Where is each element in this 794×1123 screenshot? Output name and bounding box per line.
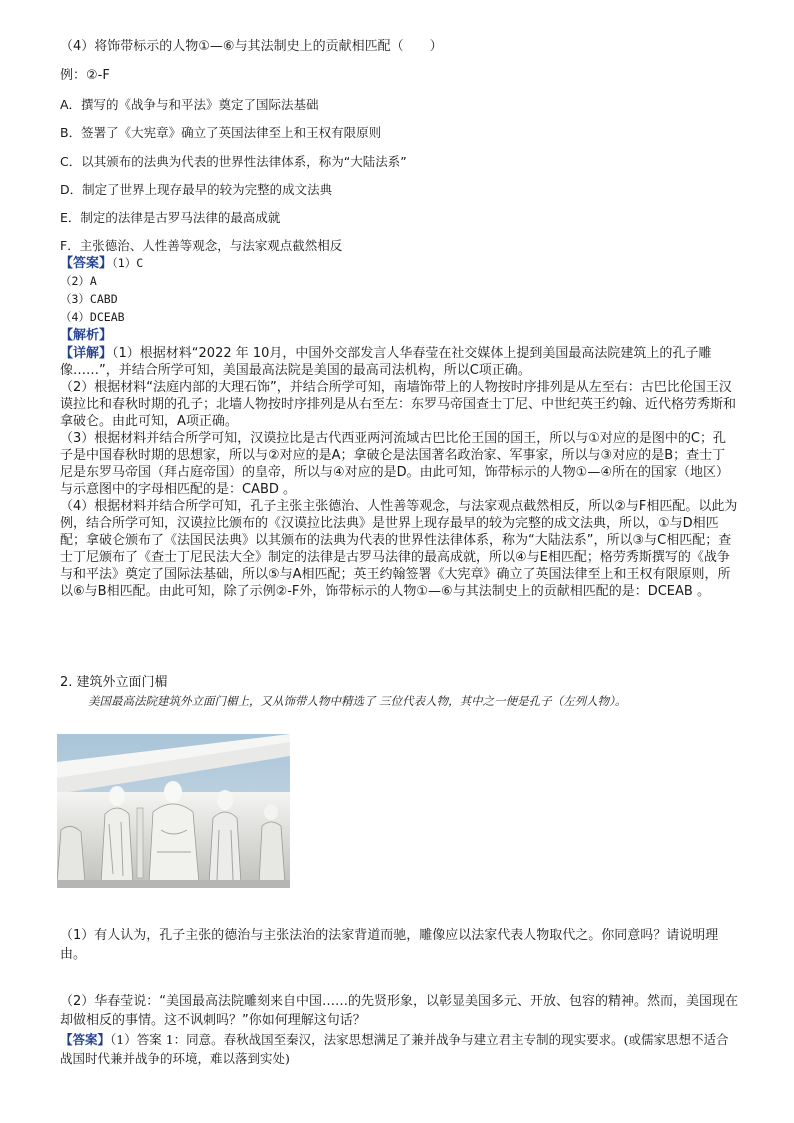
question-2-title: 2. 建筑外立面门楣 [60,675,168,690]
option-f: F．主张德治、人性善等观念，与法家观点截然相反 [60,238,343,253]
detail-para-2: （2）根据材料“法庭内部的大理石饰”，并结合所学可知，南墙饰带上的人物按时序排列是从左至右：古巴比伦国王汉谟拉比和春秋时期的孔子；北墙人物按时序排列是从右至左：东罗马帝国查士丁尼、中世纪英王约翰、近代格劳秀斯和拿破仑。由此可知，A项正确。 [60,380,737,429]
detail-para-1: 【详解】（1）根据材料“2022 年 10月，中国外交部发言人华春莹在社交媒体上提到美国最高法院建筑上的孔子雕像……”，并结合所学可知，美国最高法院是美国的最高司法机构，所以C项正确。 [60,346,712,378]
option-c: C．以其颁布的法典为代表的世界性法律体系，称为“大陆法系” [60,154,407,169]
pediment-sculpture-image [57,734,290,888]
answer-2: （2）A [60,274,97,288]
option-e: E．制定的法律是古罗马法律的最高成就 [60,210,281,225]
q2-answer-tag: 【答案】 [60,1032,111,1047]
detail-block [60,345,738,600]
analysis-tag: 【解析】 [60,328,113,343]
question-2-sub-2: （2）华春莹说：“美国最高法院雕刻来自中国……的先贤形象，以彰显美国多元、开放、包容的精神。然而，美国现在却做相反的事情。这不讽刺吗？”你如何理解这句话？ [60,994,739,1028]
answer-3: （3）CABD [60,292,118,306]
answer-tag: 【答案】 [60,256,113,271]
question-2-intro: 美国最高法院建筑外立面门楣上，又从饰带人物中精选了 三位代表人物，其中之一便是孔子（左列人物）。 [88,694,627,708]
detail-tag: 【详解】 [60,346,113,361]
answer-1: （1）C [112,256,144,270]
option-d: D．制定了世界上现存最早的较为完整的成文法典 [60,182,333,197]
supreme-court-pediment-photo [57,734,290,888]
option-b: B．签署了《大宪章》确立了英国法律至上和王权有限原则 [60,125,382,140]
example-text: 例：②-F [60,68,110,83]
question-2-sub-1: （1）有人认为，孔子主张的德治与主张法治的法家背道而驰，雕像应以法家代表人物取代之。你同意吗？请说明理由。 [60,928,719,962]
option-a: A．撰写的《战争与和平法》奠定了国际法基础 [60,97,319,112]
question-4-stem: （4）将饰带标示的人物①—⑥与其法制史上的贡献相匹配（ ） [60,39,443,54]
detail-para-3: （3）根据材料并结合所学可知，汉谟拉比是古代西亚两河流域古巴比伦王国的国王，所以与①对应的是图中的C；孔子是中国春秋时期的思想家，所以与②对应的是A；拿破仑是法国著名政治家、军事家，所以与③对应的是B；查士丁尼是东罗马帝国（拜占庭帝国）的皇帝，所以与④对应的是D。由此可知，饰带标示的人物①—④所在的国家（地区）与示意图中的字母相匹配的是：CABD 。 [60,431,729,497]
detail-para-4: （4）根据材料并结合所学可知，孔子主张主张德治、人性善等观念，与法家观点截然相反，所以②与F相匹配。以此为例，结合所学可知，汉谟拉比颁布的《汉谟拉比法典》是世界上现存最早的较为完整的成文法典，所以，①与D相匹配；拿破仑颁布了《法国民法典》以其颁布的法典为代表的世界性法律体系，称为“大陆法系”，所以③与C相匹配；查士丁尼颁布了《查士丁尼民法大全》制定的法律是古罗马法律的最高成就，所以④与E相匹配；格劳秀斯撰写的《战争与和平法》奠定了国际法基础，所以⑤与A相匹配；英王约翰签署《大宪章》确立了英国法律至上和王权有限原则，所以⑥与B相匹配。由此可知，除了示例②-F外，饰带标示的人物①—⑥与其法制史上的贡献相匹配的是：DCEAB 。 [60,499,738,599]
question-2-answer [60,1030,738,1068]
answer-section [60,255,143,272]
q2-answer-text: （1）答案 1：同意。春秋战国至秦汉，法家思想满足了兼并战争与建立君主专制的现实要求。(或儒家思想不适合战国时代兼并战争的环境，难以落到实处) [60,1032,729,1066]
answer-4: （4）DCEAB [60,310,125,324]
